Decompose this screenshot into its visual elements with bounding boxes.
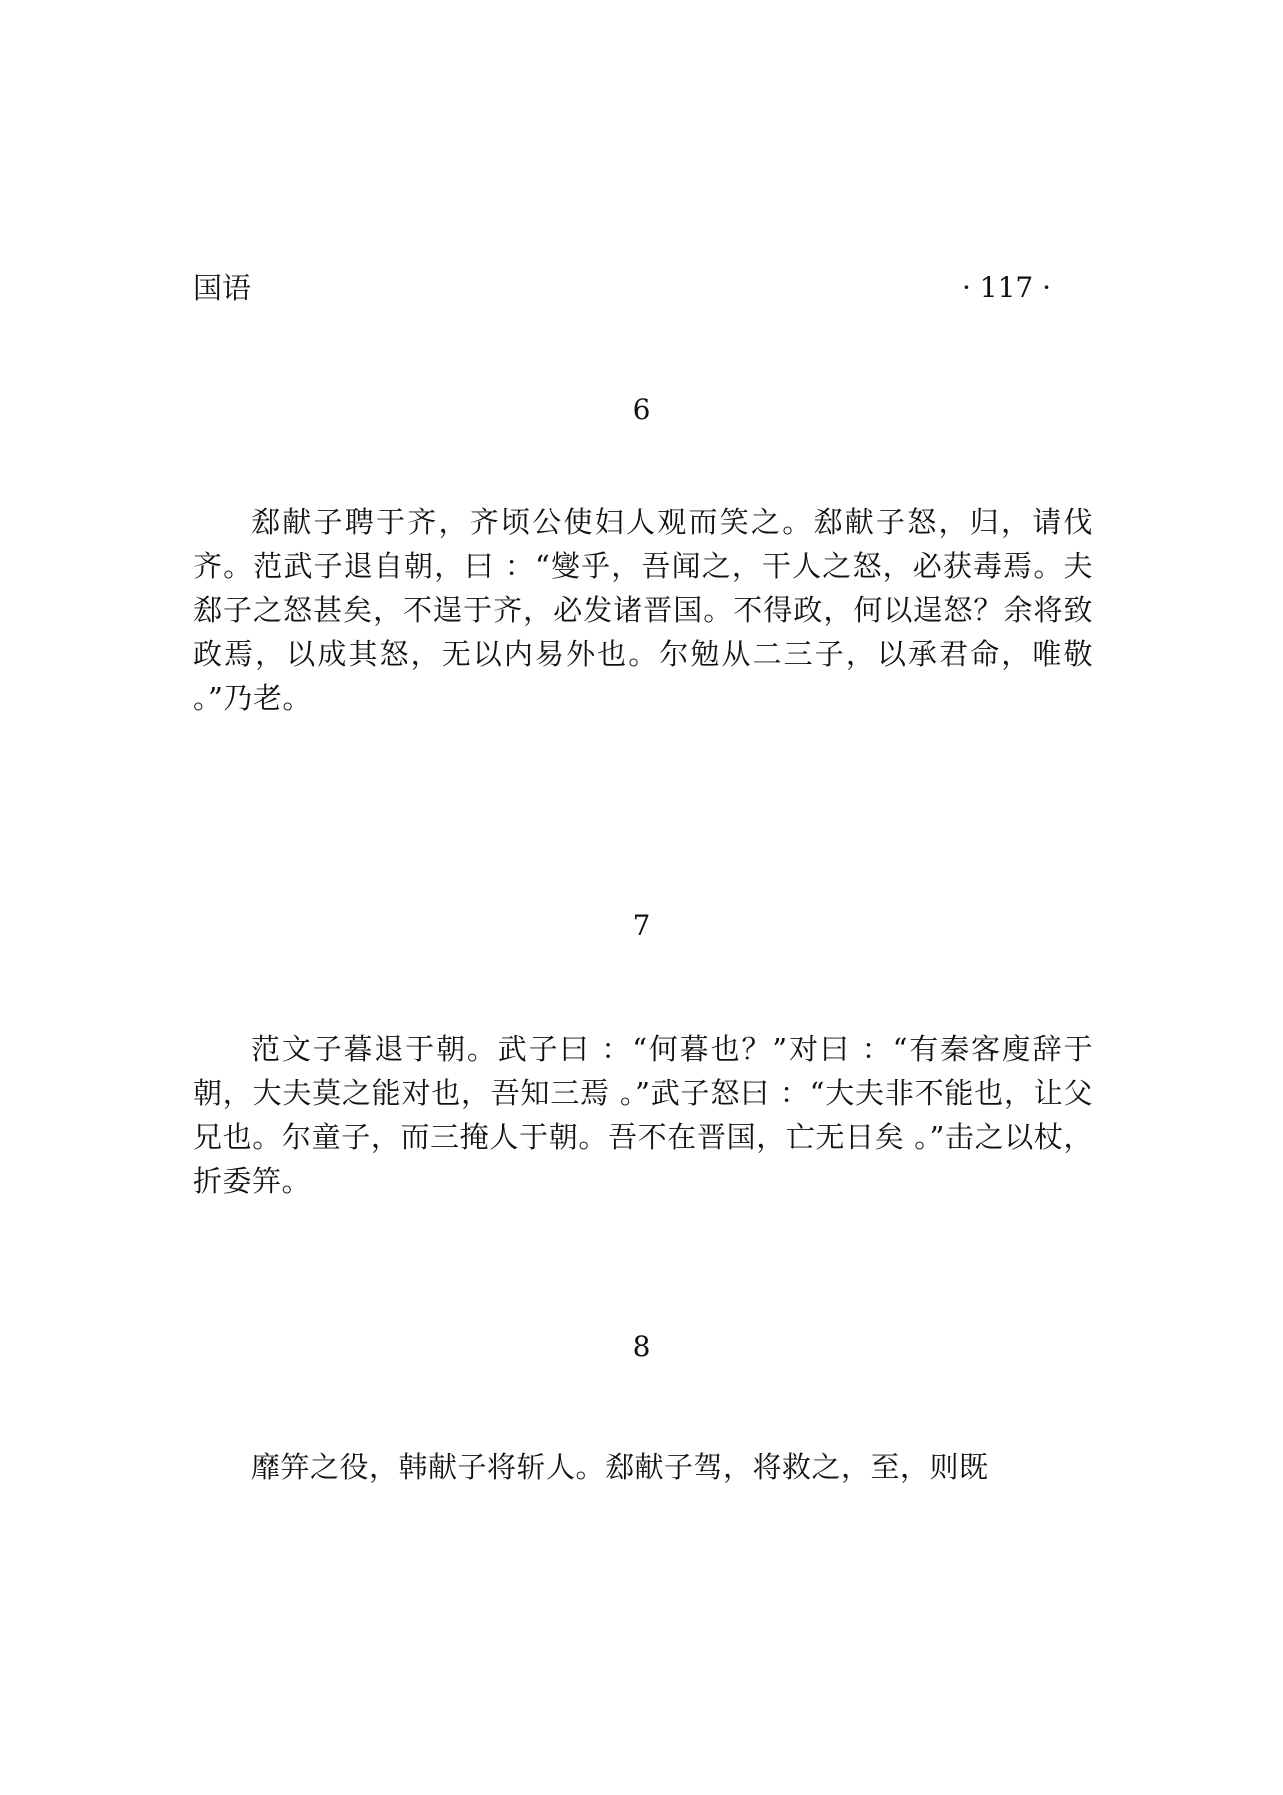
section-paragraph: 范文子暮退于朝。武子曰 ：“何暮也？”对曰 ：“有秦客廋辞于朝，大夫莫之能对也，吾知三焉 。”武子怒曰 ：“大夫非不能也，让父兄也。尔童子，而三掩人于朝。吾不在晋国，亡无日矣 。”击之以杖，折委笄。 xyxy=(193,1032,1093,1198)
page-number: · 117 · xyxy=(961,271,1051,304)
running-header-title: 国语 xyxy=(193,271,252,305)
section-number: 6 xyxy=(632,393,651,426)
section-number: 8 xyxy=(632,1330,651,1363)
section-number: 7 xyxy=(632,909,651,942)
section-paragraph: 郄献子聘于齐，齐顷公使妇人观而笑之。郄献子怒，归，请伐齐。范武子退自朝，曰 ：“燮乎，吾闻之，干人之怒，必获毒焉。夫郄子之怒甚矣，不逞于齐，必发诸晋国。不得政，何以逞怒？余将致政焉，以成其怒，无以内易外也。尔勉从二三子，以承君命，唯敬 。”乃老。 xyxy=(193,505,1093,715)
section-paragraph: 靡笄之役，韩献子将斩人。郄献子驾，将救之，至，则既 xyxy=(251,1450,989,1484)
